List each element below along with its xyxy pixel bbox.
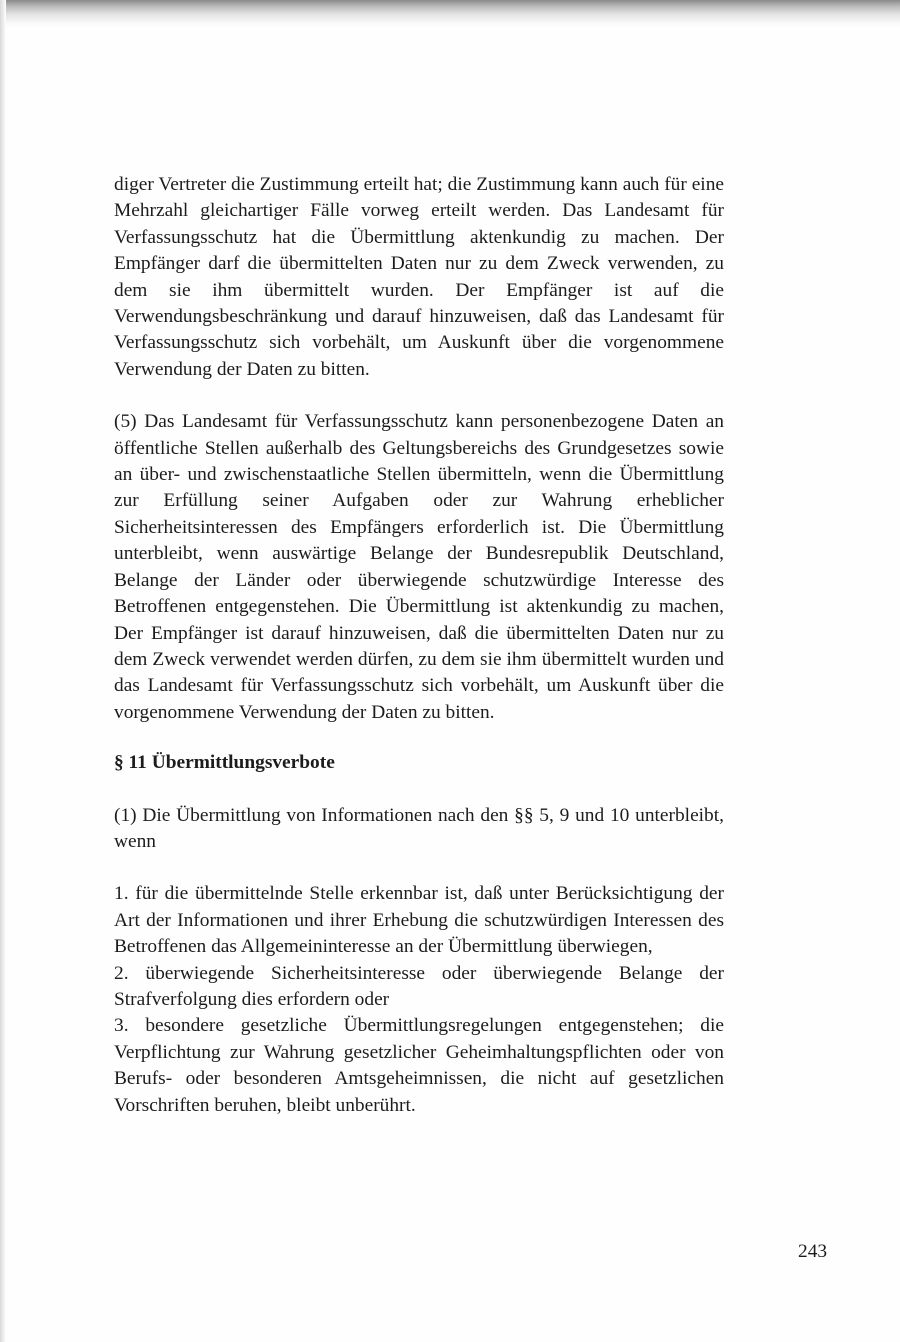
page-number: 243 bbox=[798, 1241, 828, 1262]
page-text-block bbox=[114, 172, 724, 1119]
section-heading: § 11 Übermittlungsverbote bbox=[114, 752, 335, 774]
list-item: 1. für die übermittelnde Stelle erkennbar ist, daß unter Berücksichtigung der Art der Informationen und ihrer Erhebung die schutzwürdigen Interessen des Betroffenen das Allgemeininteresse an der Übermittlung überwiegen, bbox=[114, 883, 724, 958]
continued-paragraph: diger Vertreter die Zustimmung erteilt hat; die Zustimmung kann auch für eine Mehrzahl gleichartiger Fälle vorweg erteilt werden. Das Landesamt für Verfassungsschutz hat die Übermittlung aktenkundig zu machen. Der Empfänger darf die übermittelten Daten nur zu dem Zweck verwenden, zu dem sie ihm übermittelt wurden. Der Empfänger ist auf die Verwendungsbeschränkung und darauf hinzuweisen, daß das Landesamt für Verfassungsschutz sich vorbehält, um Auskunft über die vorgenommene Verwendung der Daten zu bitten. bbox=[114, 174, 724, 380]
scan-top-shadow bbox=[0, 0, 900, 26]
scan-left-edge bbox=[0, 0, 6, 1342]
transmission-prohibition-list bbox=[114, 881, 724, 1119]
list-item: 2. überwiegende Sicherheitsinteresse oder überwiegende Belange der Strafverfolgung dies erfordern oder bbox=[114, 962, 724, 1010]
paragraph-5: (5) Das Landesamt für Verfassungsschutz kann personenbezogene Daten an öffentliche Stellen außerhalb des Geltungsbereichs des Grundgesetzes sowie an über- und zwischenstaatliche Stellen übermitteln, wenn die Übermittlung zur Erfüllung seiner Aufgaben oder zur Wahrung erheblicher Sicherheitsinteressen des Empfängers erforderlich ist. Die Übermittlung unterbleibt, wenn auswärtige Belange der Bundesrepublik Deutschland, Belange der Länder oder überwiegende schutzwürdige Interesse des Betroffenen entgegenstehen. Die Übermittlung ist aktenkundig zu machen, Der Empfänger ist darauf hinzuweisen, daß die übermittelten Daten nur zu dem Zweck verwendet werden dürfen, zu dem sie ihm übermittelt wurden und das Landesamt für Verfassungsschutz sich vorbehält, um Auskunft über die vorgenommene Verwendung der Daten zu bitten. bbox=[114, 411, 724, 723]
list-item: 3. besondere gesetzliche Übermittlungsregelungen entgegenstehen; die Verpflichtung zur Wahrung gesetzlicher Geheimhaltungspflichten oder von Berufs- oder besonderen Amtsgeheimnissen, die nicht auf gesetzlichen Vorschriften beruhen, bleibt unberührt. bbox=[114, 1015, 724, 1116]
section-paragraph-1: (1) Die Übermittlung von Informationen nach den §§ 5, 9 und 10 unterbleibt, wenn bbox=[114, 804, 724, 852]
